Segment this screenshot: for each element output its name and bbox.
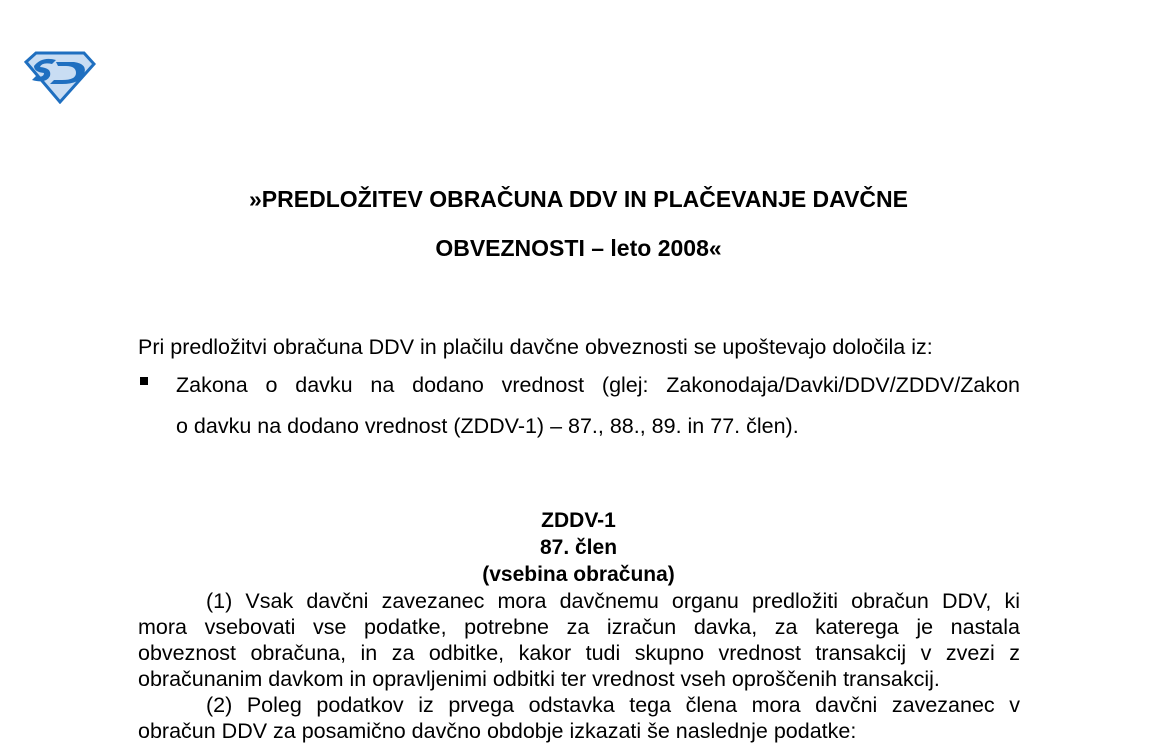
company-logo	[22, 50, 96, 104]
article-body	[138, 588, 1020, 744]
bullet-line-2: o davku na dodano vrednost (ZDDV-1) – 87., 88., 89. in 77. člen).	[176, 414, 799, 438]
law-heading: ZDDV-1	[541, 509, 616, 532]
title-line-2: OBVEZNOSTI – leto 2008«	[435, 235, 722, 261]
article-heading: 87. člen	[539, 536, 618, 559]
bullet-line-1: Zakona o davku na dodano vrednost (glej: Zakonodaja/Davki/DDV/ZDDV/Zakon	[176, 373, 1020, 397]
bullet-icon	[140, 377, 148, 385]
intro-text: Pri predložitvi obračuna DDV in plačilu davčne obveznosti se upoštevajo določila iz:	[138, 335, 933, 359]
paragraph-line: obračunanim davkom in opravljenimi odbitki ter vrednost vseh oproščenih transakcij.	[138, 667, 940, 691]
title-line-1: »PREDLOŽITEV OBRAČUNA DDV IN PLAČEVANJE DAVČNE	[249, 186, 908, 212]
paragraph-line: obračun DDV za posamično davčno obdobje izkazati še naslednje podatke:	[138, 719, 857, 743]
paragraph-line: obveznost obračuna, in za odbitke, kakor tudi skupno vrednost transakcij v zvezi z	[138, 641, 1020, 665]
article-title: (vsebina obračuna)	[482, 563, 675, 586]
paragraph-line: mora vsebovati vse podatke, potrebne za izračun davka, za katerega je nastala	[138, 615, 1020, 639]
paragraph-line: (1) Vsak davčni zavezanec mora davčnemu organu predložiti obračun DDV, ki	[206, 589, 1020, 613]
paragraph-line: (2) Poleg podatkov iz prvega odstavka tega člena mora davčni zavezanec v	[206, 693, 1020, 717]
